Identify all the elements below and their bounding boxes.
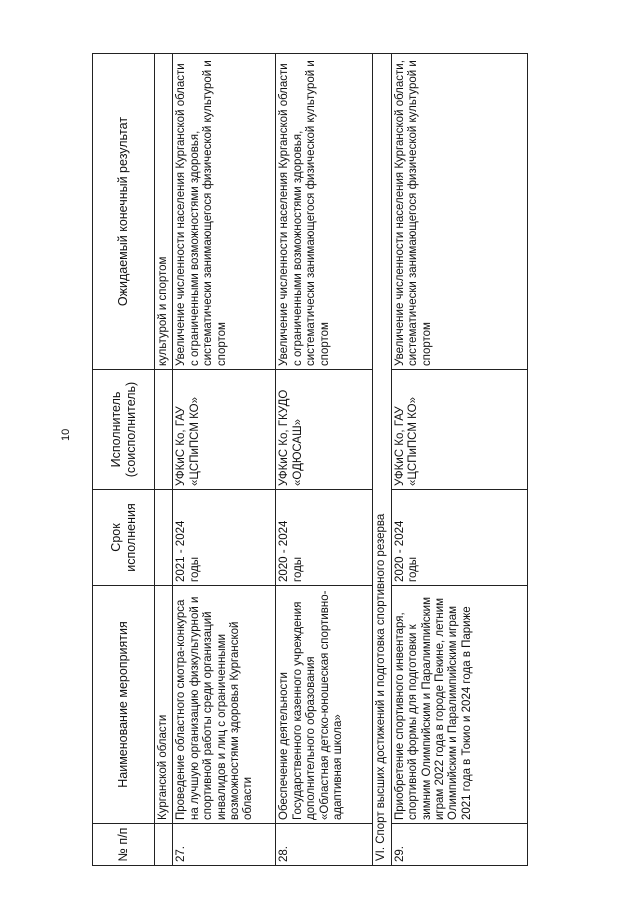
row-num: 29. (391, 824, 527, 866)
row-term: 2020 - 2024 годы (276, 490, 373, 586)
header-term: Срок исполнения (93, 490, 155, 586)
row-name: Обеспечение деятельности Государственного казенного учреждения дополнительного образования «Областная детско-юношеская спортивно-адаптивная школа» (276, 586, 373, 824)
continuation-row (155, 54, 173, 866)
header-name: Наименование мероприятия (93, 586, 155, 824)
cont-term (155, 490, 173, 586)
section-title: VI. Спорт высших достижений и подготовка спортивного резерва (373, 54, 391, 866)
section-heading-row (373, 54, 391, 866)
cont-name: Курганской области (155, 586, 173, 824)
cont-num (155, 824, 173, 866)
measures-table-container (92, 54, 526, 866)
row-term: 2020 - 2024 годы (391, 490, 527, 586)
row-result: Увеличение численности населения Курганской области с ограниченными возможностями здоровья, систематически занимающегося физической культурой и спортом (276, 54, 373, 370)
row-num: 27. (173, 824, 276, 866)
table-row (276, 54, 373, 866)
measures-table (92, 53, 528, 866)
row-result: Увеличение численности населения Курганской области с ограниченными возможностями здоровья, систематически занимающегося физической культурой и спортом (173, 54, 276, 370)
row-result: Увеличение численности населения Курганской области, систематически занимающегося физической культурой и спортом (391, 54, 527, 370)
table-row (391, 54, 527, 866)
header-num: № п/п (93, 824, 155, 866)
cont-result: культурой и спортом (155, 54, 173, 370)
table-row (173, 54, 276, 866)
header-result: Ожидаемый конечный результат (93, 54, 155, 370)
row-term: 2021 - 2024 годы (173, 490, 276, 586)
row-num: 28. (276, 824, 373, 866)
page-number: 10 (60, 428, 72, 441)
header-executor: Исполнитель (соисполнитель) (93, 370, 155, 490)
cont-executor (155, 370, 173, 490)
row-name: Проведение областного смотра-конкурса на лучшую организацию физкультурной и спортивной работы среди организаций инвалидов и лиц с ограниченными возможностями здоровья Курганской области (173, 586, 276, 824)
row-executor: УФКиС Ко, ГАУ «ЦСПиПСМ КО» (391, 370, 527, 490)
header-row (93, 54, 155, 866)
row-name: Приобретение спортивного инвентаря, спортивной формы для подготовки к зимним Олимпийским и Паралимпийским играм 2022 года в городе Пекине, летним Олимпийским и Паралимпийским играм 2021 года в Токио и 2024 года в Париже (391, 586, 527, 824)
row-executor: УФКиС Ко, ГАУ «ЦСПиПСМ КО» (173, 370, 276, 490)
row-executor: УФКиС Ко, ГКУДО «ОДЮСАШ» (276, 370, 373, 490)
